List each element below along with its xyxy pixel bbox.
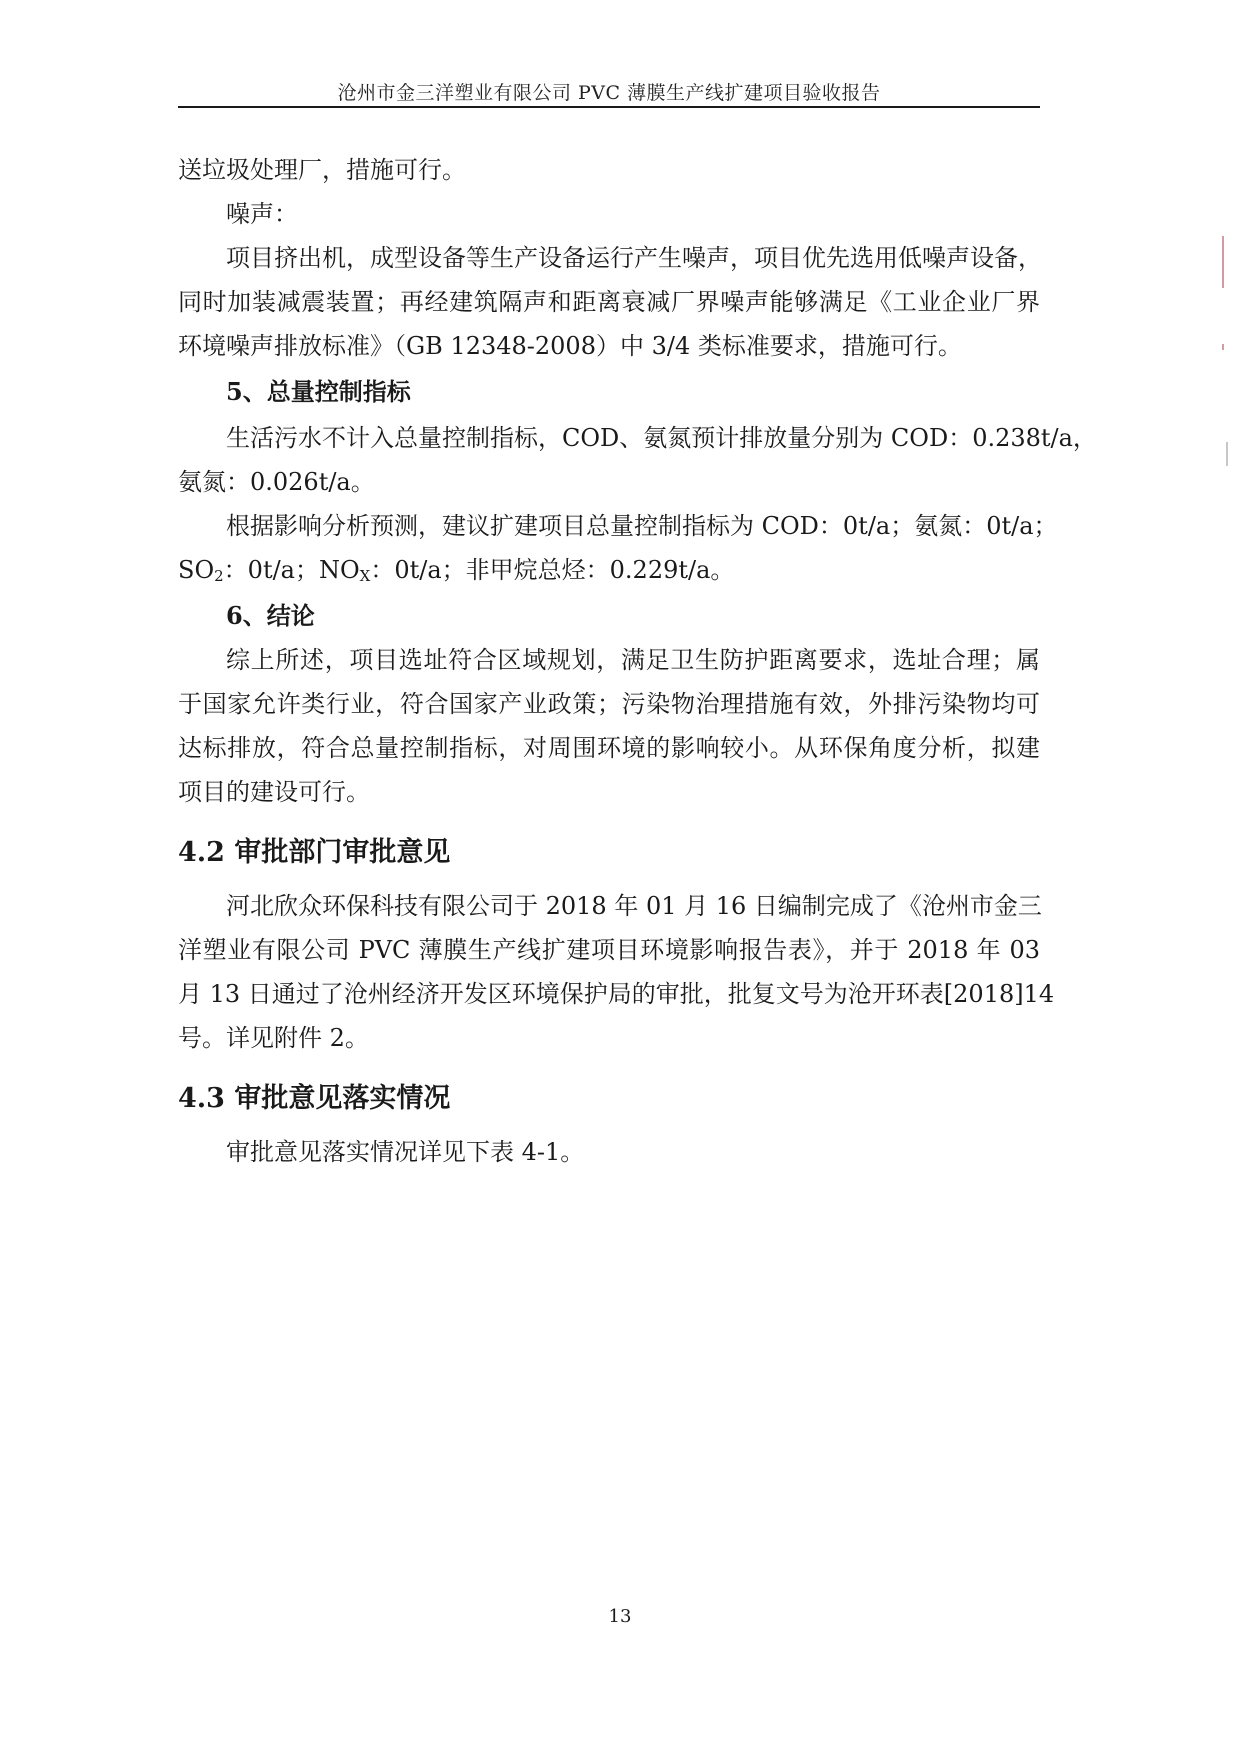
scan-mark <box>1222 344 1224 350</box>
page-number: 13 <box>608 1606 632 1627</box>
page-header-title: 沧州市金三洋塑业有限公司 PVC 薄膜生产线扩建项目验收报告 <box>337 82 881 104</box>
body-line: 氨氮：0.026t/a。 <box>178 468 375 496</box>
body-line: 根据影响分析预测，建议扩建项目总量控制指标为 COD：0t/a；氨氮：0t/a； <box>226 512 1058 540</box>
body-line: 月 13 日通过了沧州经济开发区环境保护局的审批，批复文号为沧开环表[2018]14 <box>178 980 1055 1008</box>
section-heading-total-control: 5、总量控制指标 <box>226 377 411 406</box>
emission-indicators-line <box>178 550 1040 585</box>
header-rule <box>178 106 1040 108</box>
body-line: 送垃圾处理厂，措施可行。 <box>178 156 466 184</box>
body-line: 同时加装减震装置；再经建筑隔声和距离衰减厂界噪声能够满足《工业企业厂界 <box>178 288 1040 316</box>
body-line: 审批意见落实情况详见下表 4-1。 <box>226 1138 585 1166</box>
section-heading-conclusion: 6、结论 <box>226 601 315 630</box>
body-line: 河北欣众环保科技有限公司于 2018 年 01 月 16 日编制完成了《沧州市金三 <box>226 892 1042 920</box>
section-heading-4-3: 4.3 审批意见落实情况 <box>178 1083 451 1114</box>
body-line: 项目的建设可行。 <box>178 778 370 806</box>
scan-mark <box>1226 442 1228 466</box>
body-line: 综上所述，项目选址符合区域规划，满足卫生防护距离要求，选址合理；属 <box>226 646 1040 674</box>
nox-subscript: X <box>359 567 371 585</box>
emission-tail-text: ：0t/a；非甲烷总烃：0.229t/a。 <box>370 556 735 584</box>
scan-mark <box>1222 236 1224 288</box>
body-line: 环境噪声排放标准》（GB 12348-2008）中 3/4 类标准要求，措施可行。 <box>178 332 962 360</box>
body-line: 号。详见附件 2。 <box>178 1024 369 1052</box>
body-line: 生活污水不计入总量控制指标，COD、氨氮预计排放量分别为 COD：0.238t/a， <box>226 424 1097 452</box>
section-heading-4-2: 4.2 审批部门审批意见 <box>178 837 451 868</box>
body-line: 于国家允许类行业，符合国家产业政策；污染物治理措施有效，外排污染物均可 <box>178 690 1040 718</box>
nox-text: ：0t/a；NO <box>223 556 360 584</box>
body-line: 达标排放，符合总量控制指标，对周围环境的影响较小。从环保角度分析，拟建 <box>178 734 1040 762</box>
body-line: 洋塑业有限公司 PVC 薄膜生产线扩建项目环境影响报告表》，并于 2018 年 03 <box>178 936 1040 964</box>
so2-subscript: 2 <box>214 567 224 585</box>
so2-text: SO <box>178 556 215 584</box>
noise-label: 噪声： <box>226 200 298 228</box>
body-line: 项目挤出机，成型设备等生产设备运行产生噪声，项目优先选用低噪声设备， <box>226 244 1042 272</box>
